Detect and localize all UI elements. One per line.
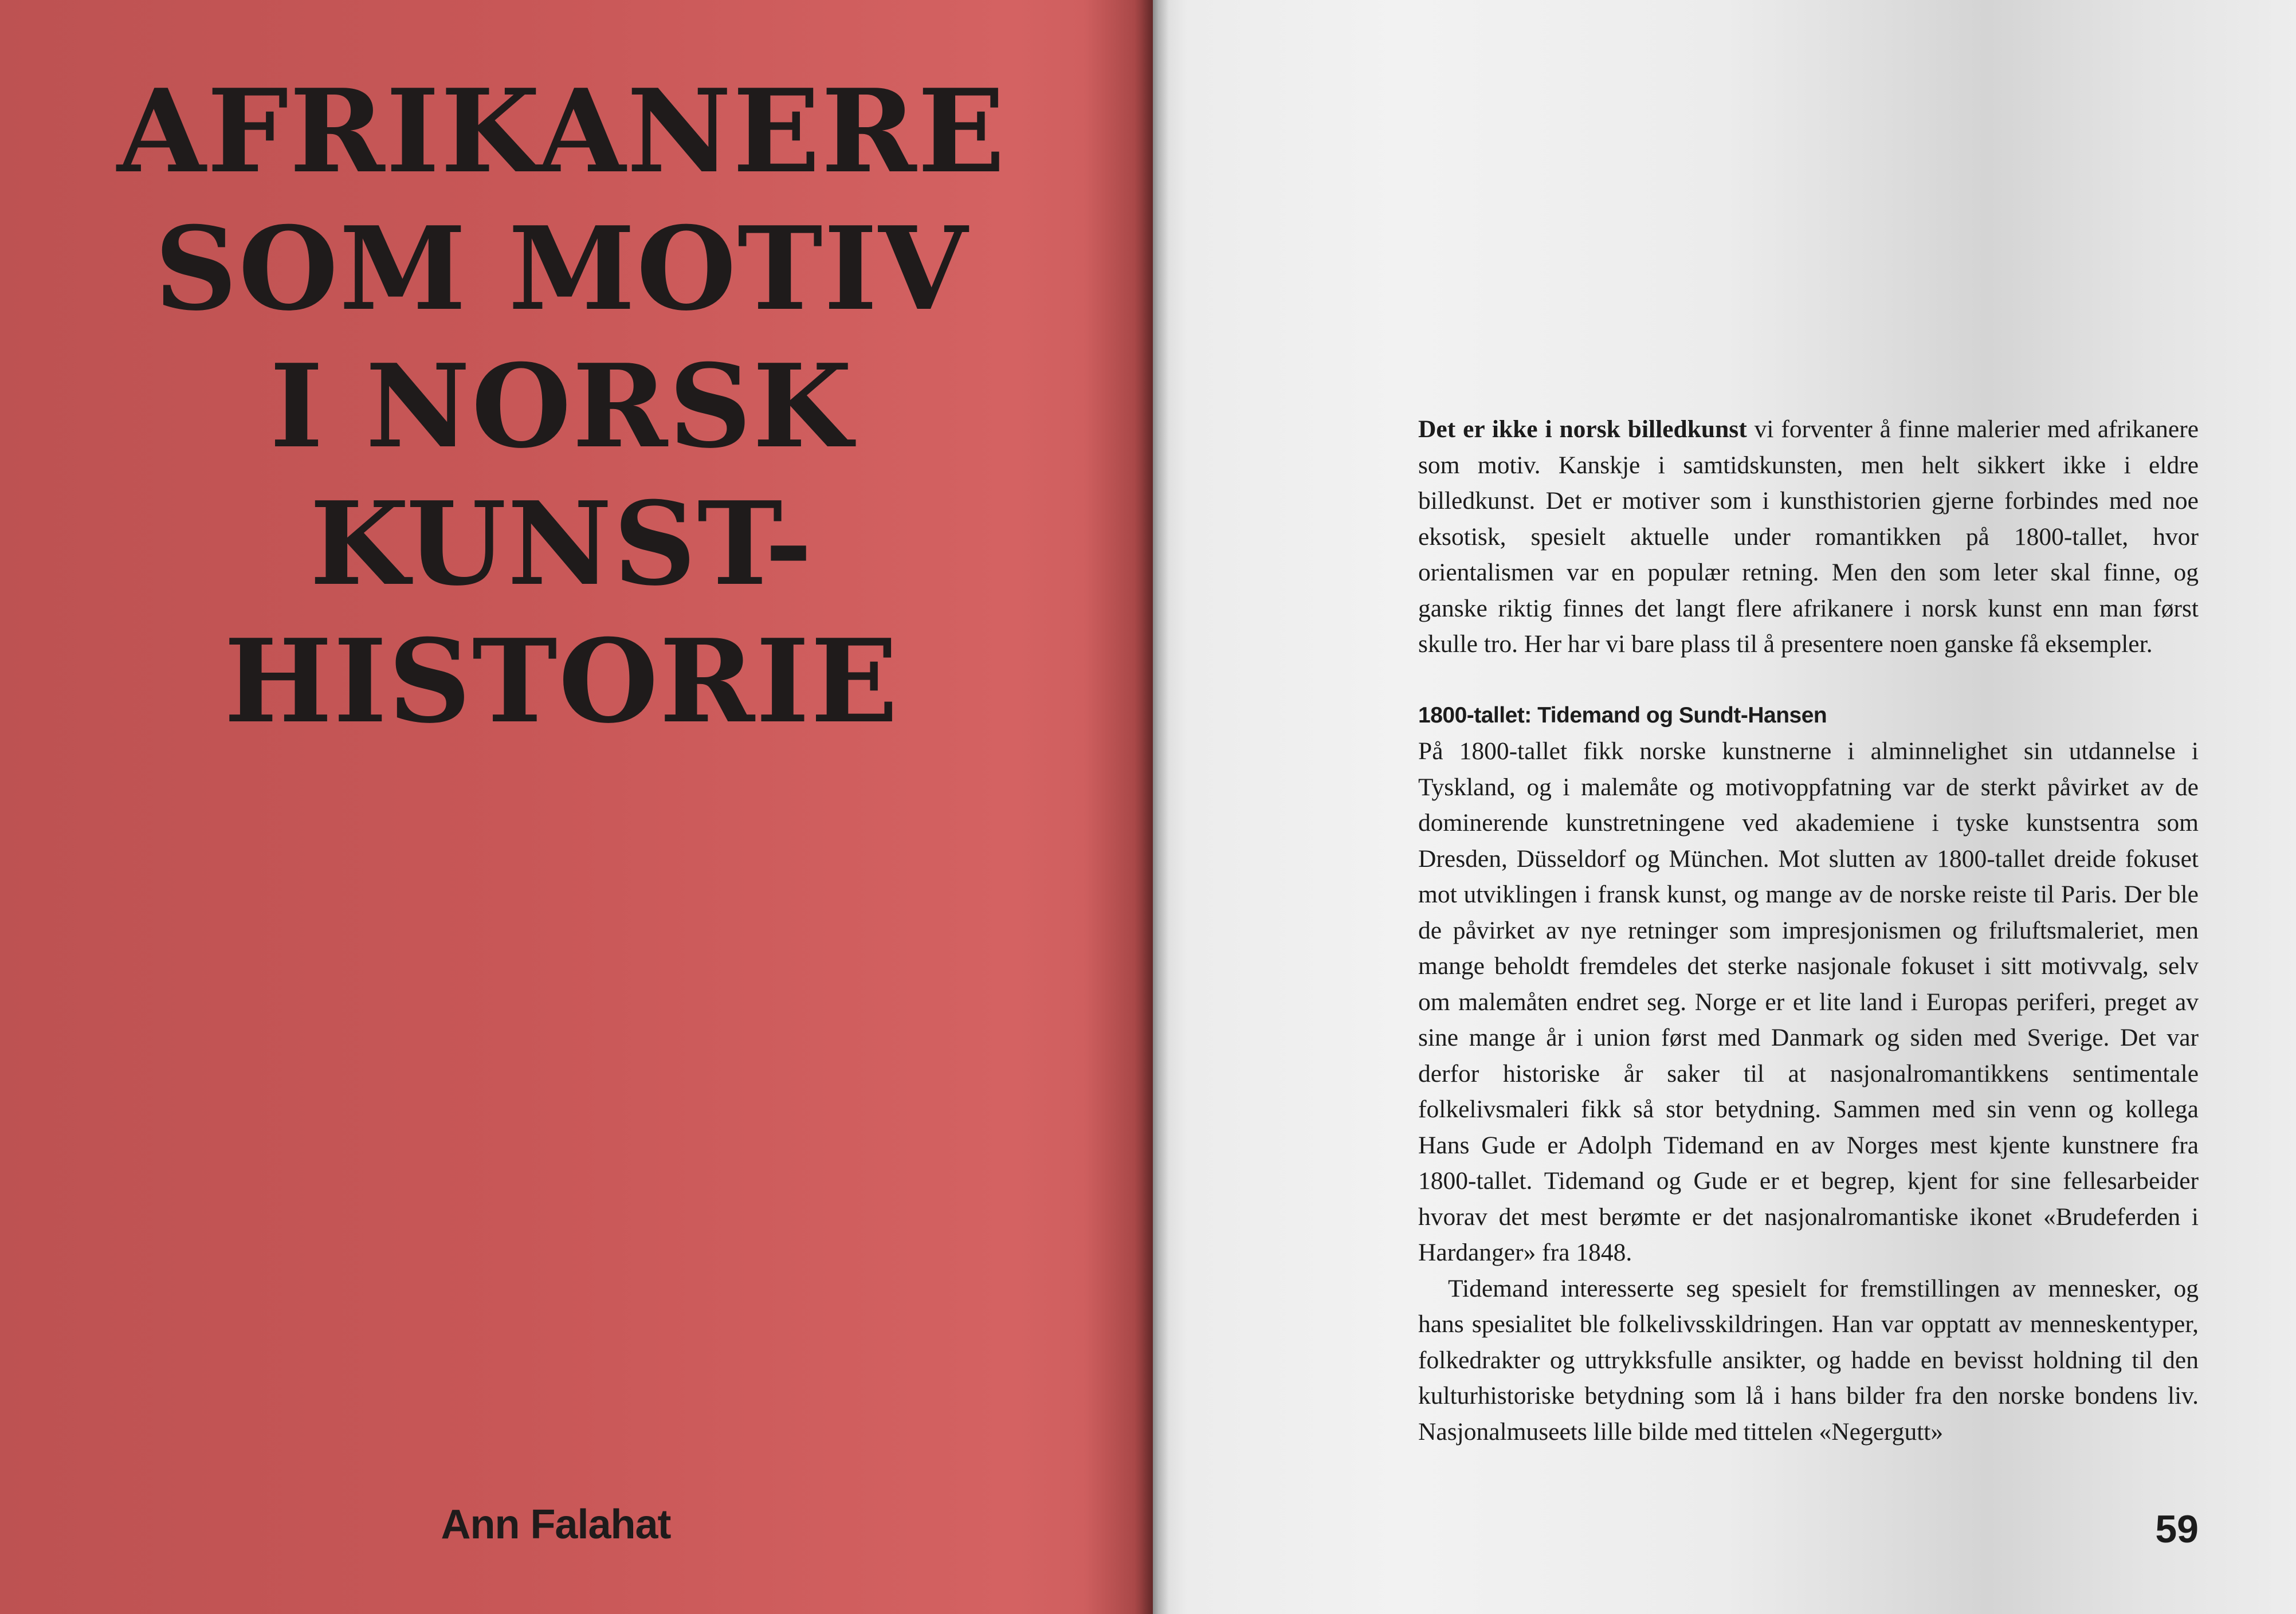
body-paragraph: På 1800-tallet fikk norske kunstnerne i alminnelighet sin utdannelse i Tyskland, og i malemåte og motivoppfatning var de sterkt påvirket av de dominerende kunstretningene ved akademiene i tyske kunstsentra som Dresden, Düsseldorf og München. Mot slutten av 1800-tallet dreide fokuset mot utviklingen i fransk kunst, og mange av de norske reiste til Paris. Der ble de påvirket av nye retninger som impresjonismen og friluftsmaleriet, men mange beholdt fremdeles det sterke nasjonale fokuset i sitt motivvalg, selv om malemåten endret seg. Norge er et lite land i Europas periferi, preget av sine mange år i union først med Danmark og siden med Sverige. Det var derfor historiske år saker til at nasjonalromantikkens sentimentale folkelivsmaleri fikk så stor betydning. Sammen med sin venn og kollega Hans Gude er Adolph Tidemand en av Norges mest kjente kunstnere fra 1800-tallet. Tidemand og Gude er et begrep, kjent for sine fellesarbeider hvorav det mest berømte er det nasjonalromantiske ikonet «Brudeferden i Hardanger» fra 1848. bbox=[1418, 737, 2199, 1266]
book-spine-shadow bbox=[1135, 0, 1169, 1614]
title-line: HISTORIE bbox=[223, 614, 900, 749]
author-name: Ann Falahat bbox=[441, 1502, 671, 1548]
chapter-title bbox=[46, 63, 1077, 751]
page-number: 59 bbox=[2155, 1507, 2199, 1551]
title-line: KUNST- bbox=[309, 477, 814, 611]
title-line: AFRIKANERE bbox=[117, 64, 1006, 199]
title-line: I NORSK bbox=[269, 339, 854, 474]
intro-paragraph bbox=[1418, 411, 2199, 662]
body-paragraph: Tidemand interesserte seg spesielt for fremstillingen av mennesker, og hans spesialitet ble folkelivsskildringen. Han var opptatt av menneskentyper, folkedrakter og uttrykksfulle ansikter, og hadde en bevisst holdning til den kulturhistoriske betydning som lå i hans bilder fra den norske bondens liv. Nasjonalmuseets lille bilde med tittelen «Negergutt» bbox=[1418, 1274, 2199, 1446]
intro-lead: Det er ikke i norsk billedkunst bbox=[1418, 415, 1747, 443]
title-line: SOM MOTIV bbox=[154, 202, 969, 336]
intro-rest: vi forventer å finne malerier med afrikanere som motiv. Kanskje i samtidskunsten, men helt sikkert ikke i eldre billedkunst. Det er motiver som i kunsthistorien gjerne forbindes med noe eksotisk, spesielt aktuelle under romantikken på 1800-tallet, hvor orientalismen var en populær retning. Men den som leter skal finne, og ganske riktig finnes det langt flere afrikanere i norsk kunst enn man først skulle tro. Her har vi bare plass til å presentere noen ganske få eksempler. bbox=[1418, 415, 2199, 658]
body-text bbox=[1418, 411, 2199, 1450]
section-heading: 1800-tallet: Tidemand og Sundt-Hansen bbox=[1418, 702, 1827, 728]
